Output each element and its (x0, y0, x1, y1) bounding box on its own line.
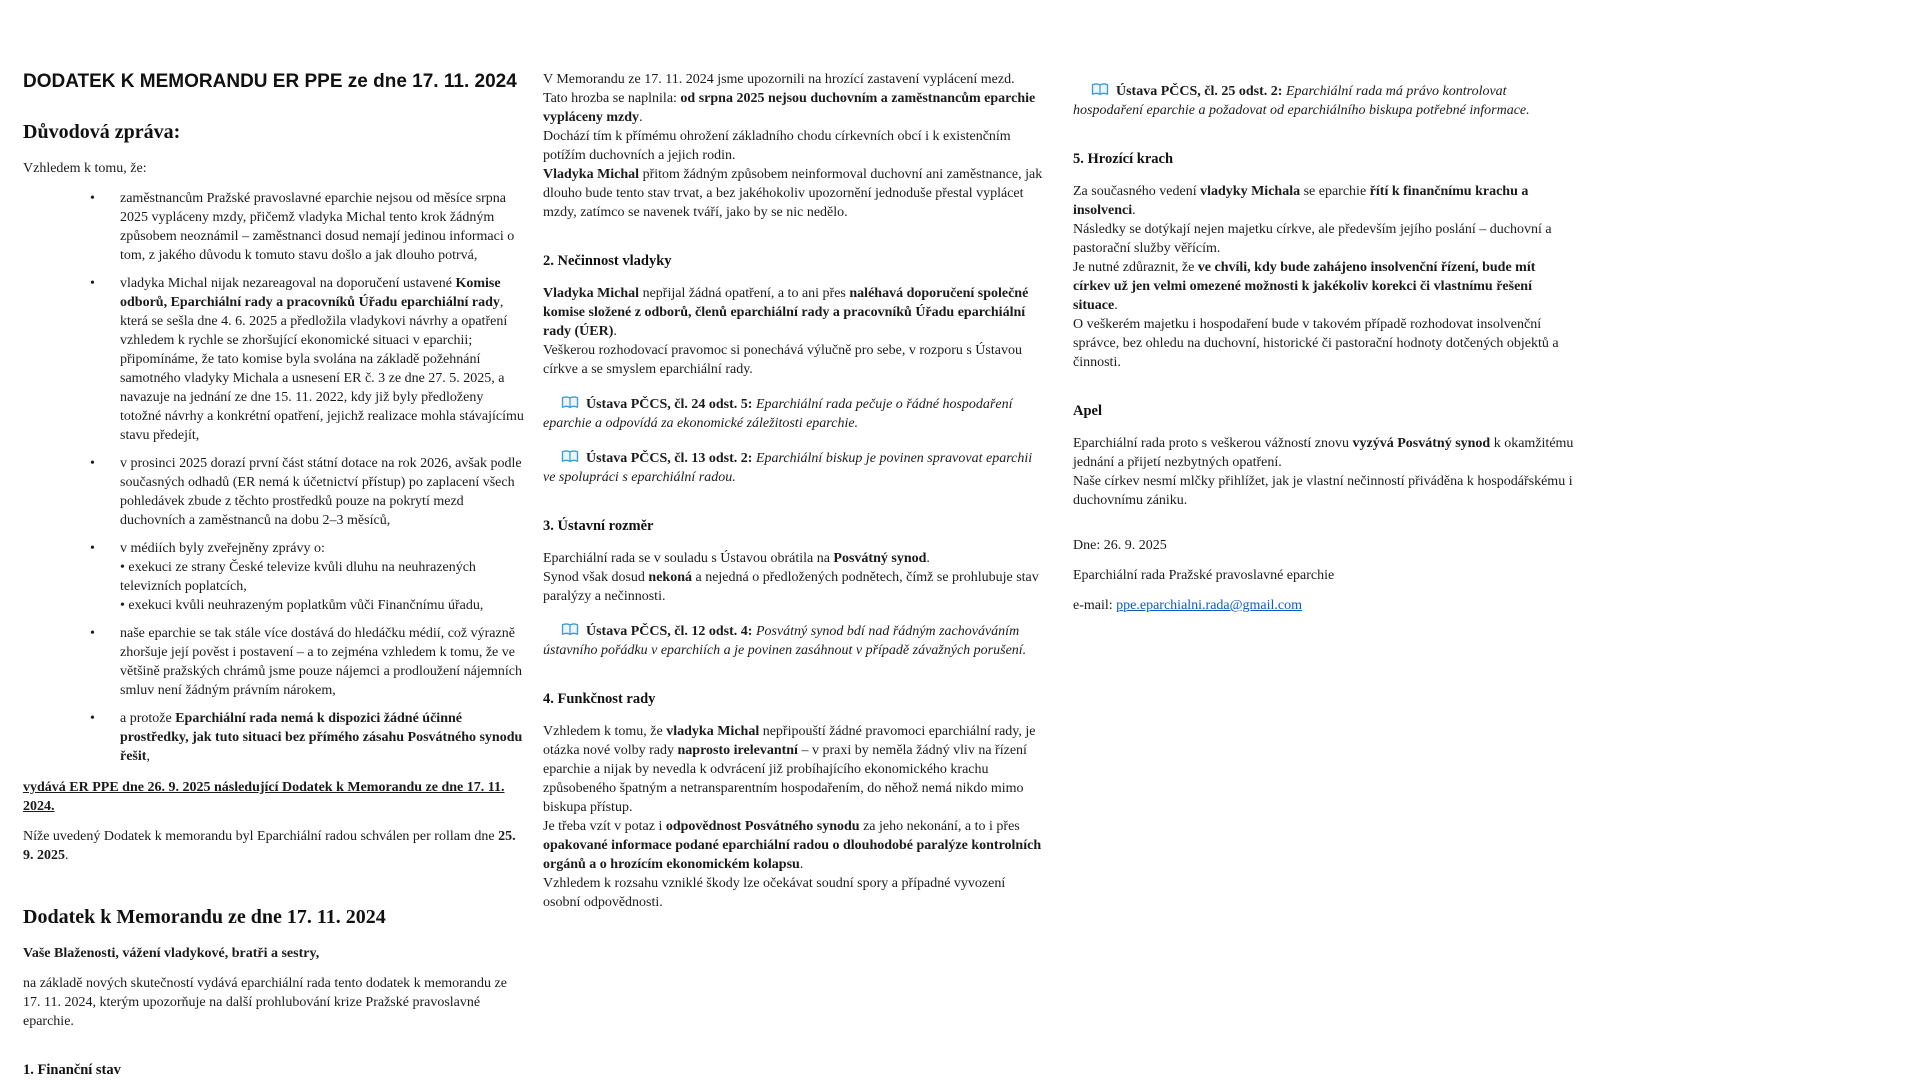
text-run: Veškerou rozhodovací pravomoc si ponechává výlučně pro sebe, v rozporu s Ústavou církve a se smyslem eparchiální rady. (543, 343, 1022, 377)
text-run: Eparchiální rada Pražské pravoslavné eparchie (1073, 568, 1335, 583)
text-run: Dne: 26. 9. 2025 (1073, 538, 1167, 553)
paragraph (23, 974, 525, 1031)
text-run: Je nutné zdůraznit, že (1073, 260, 1198, 275)
list-item (120, 454, 525, 530)
text-run: vydává ER PPE dne 26. 9. 2025 následující Dodatek k Memorandu ze dne 17. 11. 2024. (23, 780, 505, 814)
text-run: . (65, 848, 69, 863)
text-run: , (146, 749, 150, 764)
section-heading (1073, 402, 1575, 421)
text-run: naprosto irelevantní (677, 743, 798, 758)
text-run: Komise odborů, Eparchiální rady a pracovníků Úřadu eparchiální rady (120, 276, 501, 310)
open-book-icon (561, 623, 579, 636)
text-run: Eparchiální rada se v souladu s Ústavou obrátila na (543, 551, 834, 566)
bullet-list (23, 189, 525, 766)
constitution-quote (543, 449, 1045, 487)
text-run: Dodatek k Memorandu ze dne 17. 11. 2024 (23, 906, 386, 928)
text-run: nepřijal žádná opatření, a to ani přes (639, 286, 850, 301)
text-run: Ústava PČCS, čl. 12 odst. 4: (586, 624, 753, 639)
paragraph (1073, 596, 1575, 615)
open-book-icon (561, 396, 579, 409)
text-run: naše eparchie se tak stále více dostává do hledáčku médií, což výrazně zhoršuje její pověst i postavení – a to zejména vzhledem k tomu, že ve většině pražských chrámů jsme pouze nájemci a prodloužení nájemních smluv není žádným právním nárokem, (120, 626, 522, 698)
paragraph (543, 722, 1045, 912)
text-run: Vladyka Michal (543, 286, 640, 301)
text-run: Vzhledem k tomu, že: (23, 161, 147, 176)
text-run: za jeho nekonání, a to i přes (859, 819, 1020, 834)
section-heading (543, 690, 1045, 709)
text-run: vladyka Michal nijak nezareagoval na doporučení ustavené (120, 276, 456, 291)
paragraph (1073, 536, 1575, 555)
text-run: Vaše Blaženosti, vážení vladykové, bratři a sestry, (23, 946, 320, 961)
text-run: Eparchiální rada pečuje o řádné hospodaření eparchie a odpovídá za ekonomické záležitosti eparchie. (543, 397, 1013, 431)
text-run: • exekuci ze strany České televize kvůli dluhu na neuhrazených televizních poplatcích, (120, 560, 476, 594)
text-run: Eparchiální rada nemá k dispozici žádné účinné prostředky, jak tuto situaci bez přímého zásahu Posvátného synodu řešit (120, 711, 523, 764)
column-3 (1073, 70, 1575, 626)
text-run: Tato hrozba se naplnila: (543, 91, 681, 106)
text-run: O veškerém majetku i hospodaření bude v takovém případě rozhodovat insolvenční správce, bez ohledu na duchovní, historické či pastorační hodnoty dotčených objektů a činnosti. (1073, 317, 1559, 370)
text-run: Vzhledem k rozsahu vzniklé škody lze očekávat soudní spory a případné vyvození osobní odpovědnosti. (543, 876, 1006, 910)
text-run: Eparchiální rada proto s veškerou vážností znovu (1073, 436, 1353, 451)
column-2 (543, 70, 1045, 923)
text-run: 25. 9. 2025 (23, 829, 516, 863)
text-run: e-mail: (1073, 598, 1117, 613)
open-book-icon (1091, 83, 1109, 96)
text-run: přitom žádným způsobem neinformoval duchovní ani zaměstnance, jak dlouho bude tento stav trvat, a bez jakéhokoliv upozornění jednoduše přestal vyplácet mzdy, zatímco se navenek tváří, jako by se nic nedělo. (543, 167, 1043, 220)
text-run: v médiích byly zveřejněny zprávy o: (120, 541, 325, 556)
text-run: Posvátný synod bdí nad řádným zachováváním ústavního pořádku v eparchiích a je povinen zasáhnout v případě závažných porušení. (543, 624, 1027, 658)
constitution-quote (1073, 82, 1575, 120)
text-run: 2. Nečinnost vladyky (543, 253, 672, 269)
text-run: Naše církev nesmí mlčky přihlížet, jak je vlastní nečinností přiváděna k hospodářskému i duchovnímu zániku. (1073, 474, 1573, 508)
text-run: Následky se dotýkají nejen majetku církve, ale především jejího poslání – duchovní a pastorační služby věřícím. (1073, 222, 1552, 256)
text-run: vladyka Michal (666, 724, 760, 739)
text-run: Dochází tím k přímému ohrožení základního chodu církevních obcí i k existenčním potížím duchovních a jejich rodin. (543, 129, 1011, 163)
text-run: Níže uvedený Dodatek k memorandu byl Eparchiální radou schválen per rollam dne (23, 829, 499, 844)
text-run: DODATEK K MEMORANDU ER PPE ze dne 17. 11. 2024 (23, 71, 517, 92)
text-run: 1. Finanční stav (23, 1062, 121, 1078)
constitution-quote (543, 395, 1045, 433)
text-run: nepřipouští žádné pravomoci eparchiální rady, je otázka nové volby rady (543, 724, 1036, 758)
section-heading (543, 517, 1045, 536)
text-run: Ústava PČCS, čl. 13 odst. 2: (586, 451, 753, 466)
text-run: Důvodová zpráva: (23, 121, 181, 143)
column-1 (23, 70, 525, 1080)
text-run: 3. Ústavní rozměr (543, 518, 654, 534)
paragraph (1073, 434, 1575, 510)
list-item (120, 709, 525, 766)
paragraph (543, 284, 1045, 379)
text-run: . (639, 110, 643, 125)
text-run: , která se sešla dne 4. 6. 2025 a předložila vladykovi návrhy a opatření vzhledem k rychle se zhoršující ekonomické situaci v eparchii; připomínáme, že tato komise byla svolána na základě požehnání samotného vladyky Michala a usnesení ER č. 3 ze dne 27. 5. 2025, a navazuje na jednání ze dne 15. 11. 2022, kdy již byly předloženy totožné návrhy a konkrétní opatření, jejichž realizace mohla stávajícímu stavu předejít, (120, 295, 524, 443)
text-run: a protože (120, 711, 176, 726)
text-run: • exekuci kvůli neuhrazeným poplatkům vůči Finančnímu úřadu, (120, 598, 484, 613)
text-run: vladyky Michala (1200, 184, 1301, 199)
section-heading (1073, 150, 1575, 169)
email-link[interactable]: ppe.eparchialni.rada@gmail.com (1116, 598, 1303, 613)
text-run: Ústava PČCS, čl. 25 odst. 2: (1116, 84, 1283, 99)
text-run: Vladyka Michal (543, 167, 640, 182)
paragraph (23, 159, 525, 178)
text-run: vyzývá Posvátný synod (1352, 436, 1491, 451)
text-run: nekoná (648, 570, 692, 585)
list-item (120, 624, 525, 700)
text-run: Apel (1073, 403, 1102, 419)
paragraph (23, 778, 525, 816)
text-run: Vzhledem k tomu, že (543, 724, 667, 739)
constitution-quote (543, 622, 1045, 660)
text-run: od srpna 2025 nejsou duchovním a zaměstnancům eparchie vypláceny mzdy (543, 91, 1036, 125)
text-run: . (799, 857, 804, 872)
text-run: Eparchiální rada má právo kontrolovat hospodaření eparchie a požadovat od eparchiálního biskupa potřebné informace. (1073, 84, 1530, 118)
document-title (23, 70, 525, 94)
text-run: řítí k finančnímu krachu a insolvenci (1073, 184, 1529, 218)
text-run: a nejedná o předložených podnětech, čímž se prohlubuje stav paralýzy a nečinnosti. (543, 570, 1039, 604)
paragraph (23, 944, 525, 963)
list-item (120, 539, 525, 615)
text-run: na základě nových skutečností vydává eparchiální rada tento dodatek k memorandu ze 17. 11. 2024, kterým upozorňuje na další prohlubování krize Pražské pravoslavné eparchie. (23, 976, 507, 1029)
text-run: naléhavá doporučení společné komise složené z odborů, členů eparchiální rady a pracovníků Úřadu eparchiální rady (ÚER) (543, 286, 1029, 339)
open-book-icon (561, 450, 579, 463)
text-run: – v praxi by neměla žádný vliv na řízení eparchie a nijak by nevedla k odvrácení již probíhajícího ekonomického krachu způsobeného špatným a netransparentním hospodařením, do něhož nemá nikdo mimo biskupa přístup. (543, 743, 1027, 815)
text-run: se eparchie (1300, 184, 1370, 199)
text-run: Posvátný synod (833, 551, 927, 566)
text-run: opakované informace podané eparchiální radou o dlouhodobé paralýze kontrolních orgánů a o hrozícím ekonomickém kolapsu (543, 838, 1042, 872)
section-heading (543, 252, 1045, 271)
paragraph (23, 827, 525, 865)
text-run: k okamžitému jednání a přijetí nezbytných opatření. (1073, 436, 1574, 470)
text-run: 4. Funkčnost rady (543, 691, 656, 707)
list-item (120, 274, 525, 445)
text-run: Synod však dosud (543, 570, 649, 585)
text-run: Za současného vedení (1073, 184, 1201, 199)
section-title (23, 905, 525, 930)
text-run: . (613, 324, 617, 339)
text-run: zaměstnancům Pražské pravoslavné eparchie nejsou od měsíce srpna 2025 vypláceny mzdy, přičemž vladyka Michal tento krok žádným způsobem neoznámil – zaměstnanci dosud nemají jedinou informaci o tom, z jakého důvodu k tomuto stavu došlo a jak dlouho potrvá, (120, 191, 515, 263)
text-run: v prosinci 2025 dorazí první část státní dotace na rok 2026, avšak podle současných odhadů (ER nemá k účetnictví přístup) po zaplacení všech pohledávek zbude z těchto prostředků pouze na pokrytí mezd duchovních a zaměstnanců na dobu 2–3 měsíců, (120, 456, 522, 528)
text-run: V Memorandu ze 17. 11. 2024 jsme upozornili na hrozící zastavení vyplácení mezd. (543, 72, 1015, 87)
paragraph (543, 70, 1045, 222)
section-title (23, 120, 525, 145)
text-run: . (1132, 203, 1136, 218)
text-run: Ústava PČCS, čl. 24 odst. 5: (586, 397, 753, 412)
paragraph (1073, 182, 1575, 372)
text-run: . (926, 551, 930, 566)
text-run: Je třeba vzít v potaz i (543, 819, 666, 834)
list-item (120, 189, 525, 265)
text-run: odpovědnost Posvátného synodu (665, 819, 860, 834)
section-heading (23, 1061, 525, 1080)
text-run: ve chvíli, kdy bude zahájeno insolvenční řízení, bude mít církev už jen velmi omezené možnosti k jakékoliv korekci či vlastnímu řešení situace (1073, 260, 1536, 313)
text-run: Eparchiální biskup je povinen spravovat eparchii ve spolupráci s eparchiální radou. (543, 451, 1033, 485)
text-run: 5. Hrozící krach (1073, 151, 1174, 167)
paragraph (1073, 566, 1575, 585)
text-run: . (1114, 298, 1118, 313)
paragraph (543, 549, 1045, 606)
